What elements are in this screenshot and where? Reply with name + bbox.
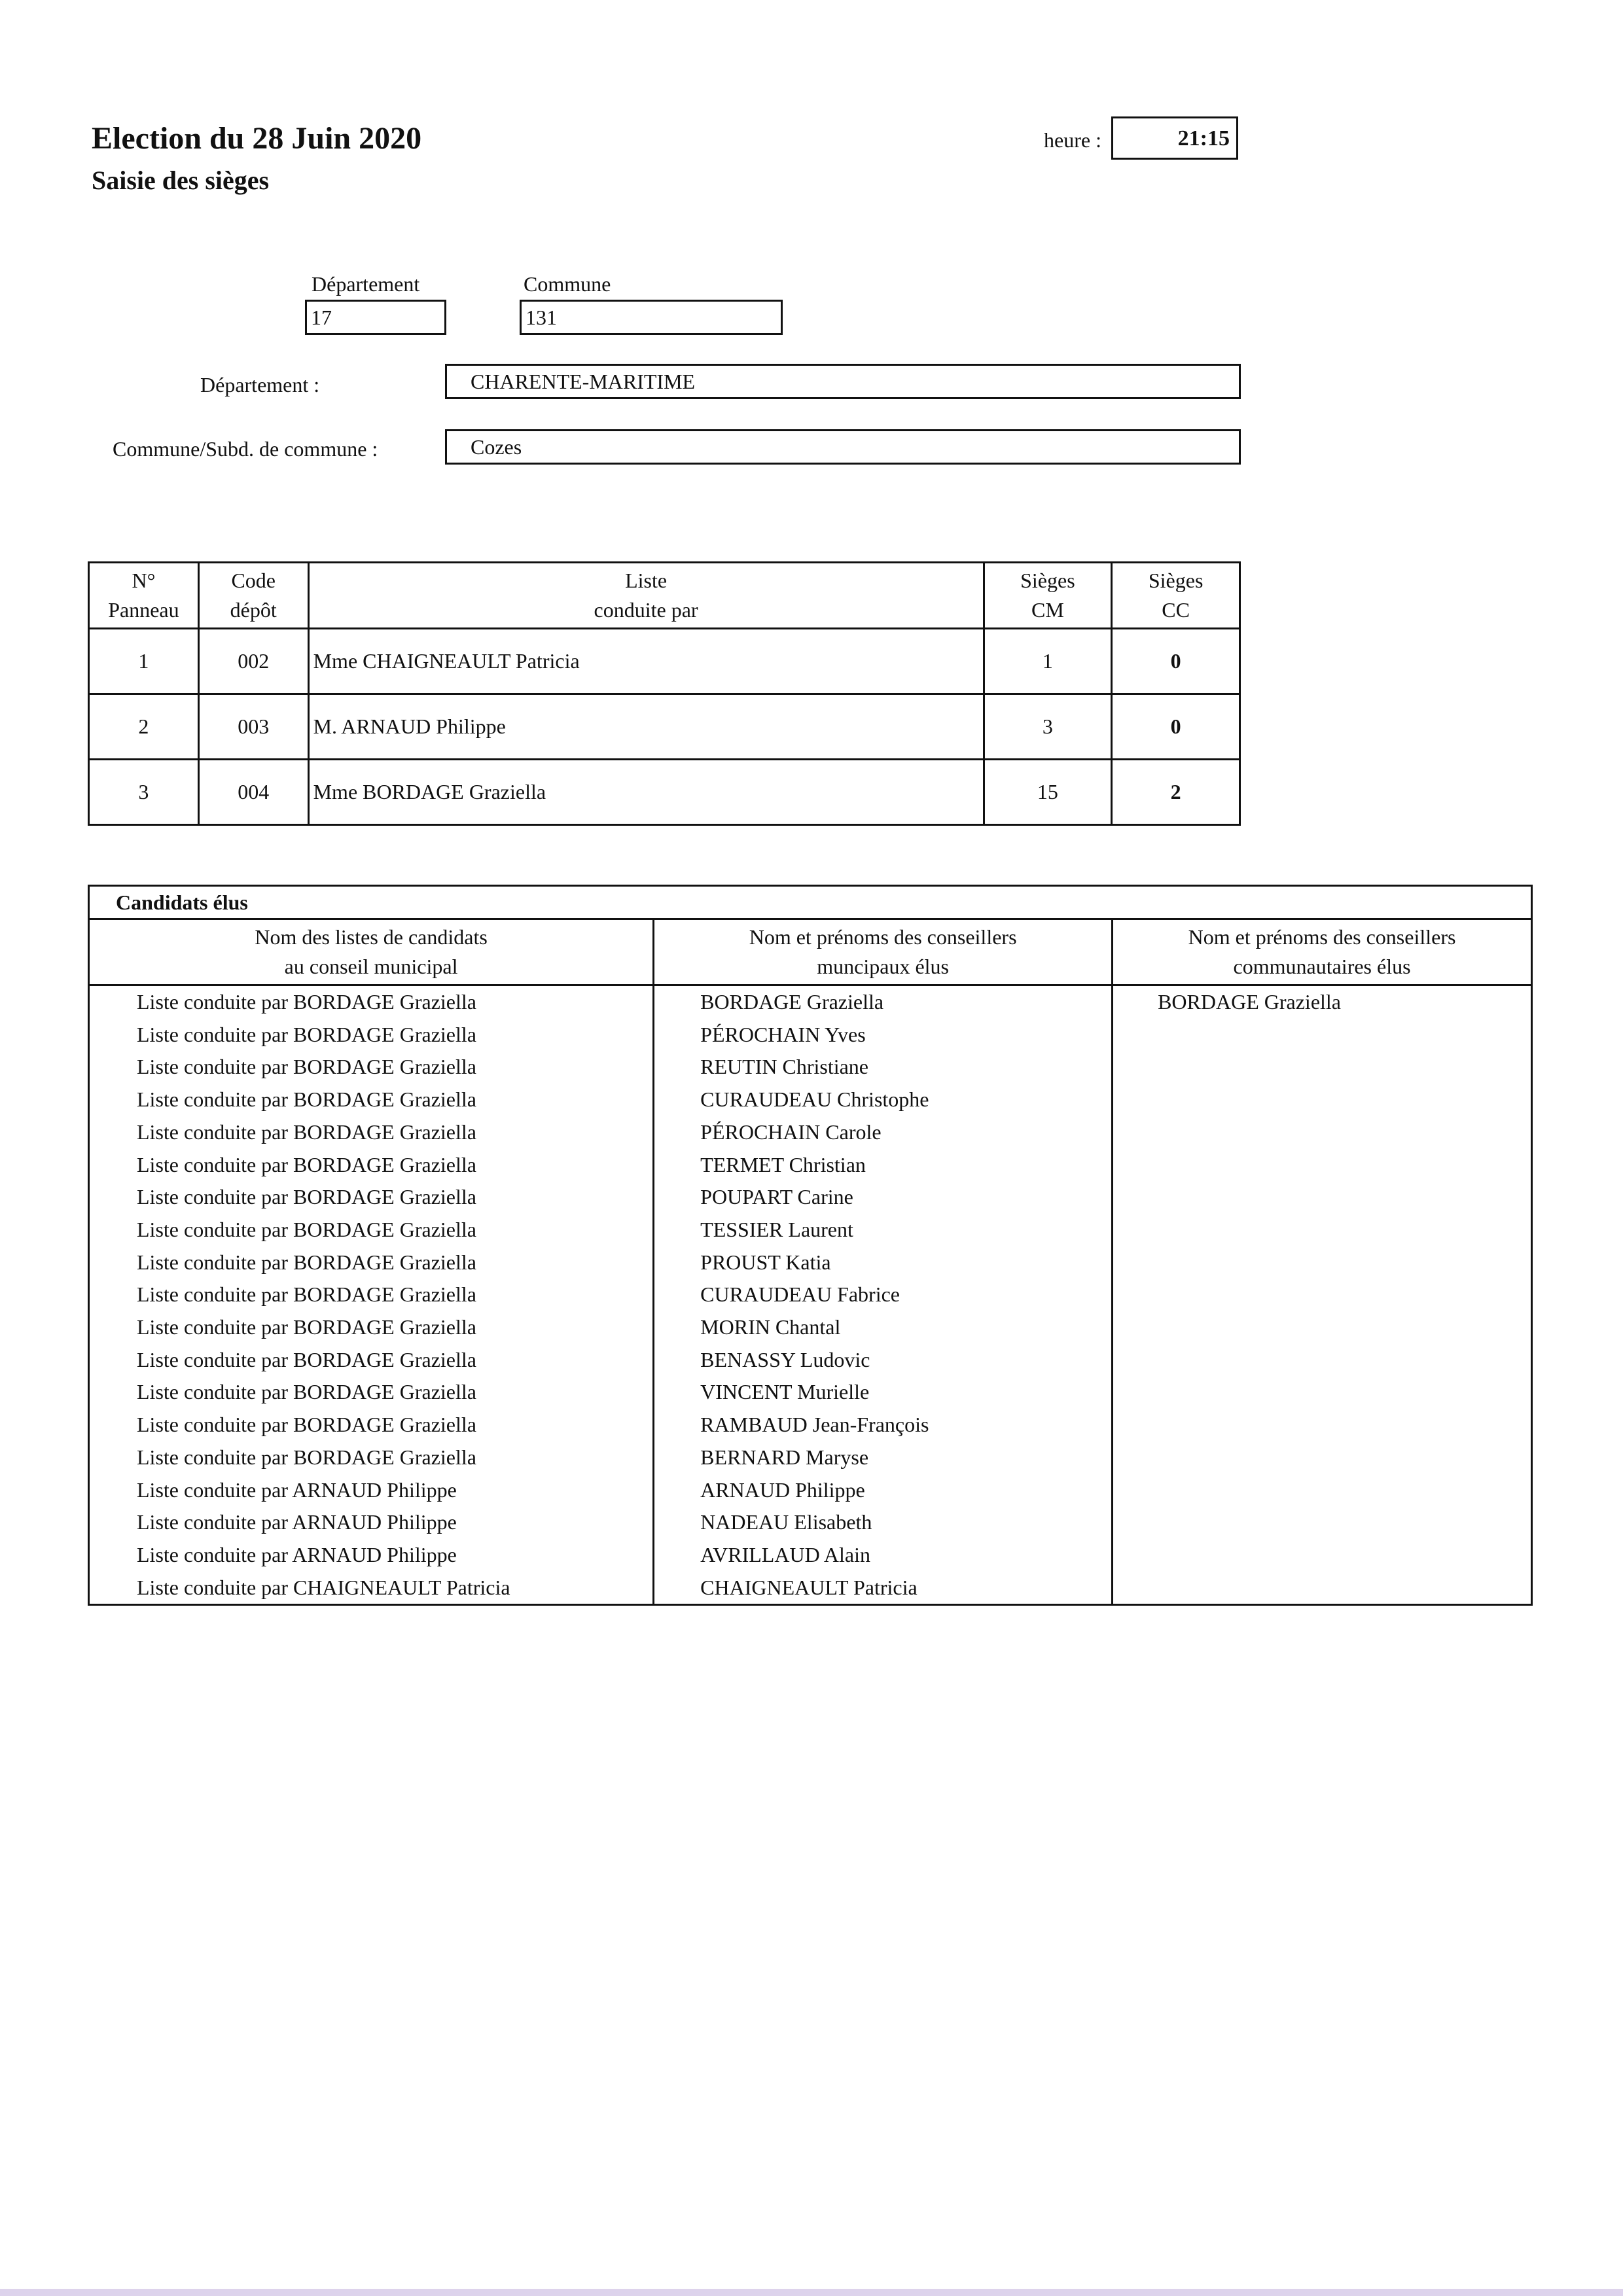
liste-cell: Liste conduite par BORDAGE Graziella [89, 1149, 654, 1182]
table-row [89, 985, 1532, 1019]
conseiller-communautaire-cell [1113, 1376, 1532, 1409]
conseiller-municipal-cell: TERMET Christian [654, 1149, 1113, 1182]
conseiller-municipal-cell: CURAUDEAU Fabrice [654, 1279, 1113, 1311]
conseiller-communautaire-cell [1113, 1539, 1532, 1572]
page-bottom-edge [0, 2289, 1623, 2296]
table-row [89, 1214, 1532, 1246]
table-row [89, 1572, 1532, 1605]
liste-cell: Liste conduite par ARNAUD Philippe [89, 1506, 654, 1539]
seats-table [88, 561, 1241, 826]
conseiller-communautaire-cell [1113, 1311, 1532, 1344]
table-row [89, 1441, 1532, 1474]
conseiller-municipal-cell: CURAUDEAU Christophe [654, 1084, 1113, 1116]
conseiller-municipal-cell: PÉROCHAIN Carole [654, 1116, 1113, 1149]
header-sieges-cc: Sièges CC [1112, 563, 1240, 629]
departement-label: Département : [200, 373, 320, 397]
departement-field: CHARENTE-MARITIME [445, 364, 1241, 399]
header-listes: Nom des listes de candidats au conseil municipal [89, 919, 654, 985]
liste-cell: Liste conduite par BORDAGE Graziella [89, 985, 654, 1019]
liste-cell: Liste conduite par ARNAUD Philippe [89, 1474, 654, 1507]
header-sieges-cm: Sièges CM [984, 563, 1112, 629]
candidats-elus-header-row [89, 919, 1532, 985]
liste-cell: Liste conduite par BORDAGE Graziella [89, 1344, 654, 1377]
conseiller-municipal-cell: ARNAUD Philippe [654, 1474, 1113, 1507]
conseiller-communautaire-cell [1113, 1149, 1532, 1182]
conseiller-municipal-cell: POUPART Carine [654, 1181, 1113, 1214]
liste-cell: Liste conduite par BORDAGE Graziella [89, 1409, 654, 1441]
table-row [89, 1409, 1532, 1441]
conseiller-municipal-cell: CHAIGNEAULT Patricia [654, 1572, 1113, 1605]
liste-cell: Liste conduite par BORDAGE Graziella [89, 1376, 654, 1409]
header-conseillers-municipaux: Nom et prénoms des conseillers muncipaux élus [654, 919, 1113, 985]
header-panneau: N° Panneau [89, 563, 199, 629]
commune-code-field: 131 [520, 300, 783, 335]
liste-cell: Liste conduite par BORDAGE Graziella [89, 1441, 654, 1474]
table-row [89, 1149, 1532, 1182]
conseiller-communautaire-cell [1113, 1181, 1532, 1214]
code-cell: 003 [198, 694, 308, 760]
liste-cell: Liste conduite par BORDAGE Graziella [89, 1019, 654, 1051]
liste-cell: Liste conduite par BORDAGE Graziella [89, 1116, 654, 1149]
departement-code-field: 17 [305, 300, 446, 335]
conseiller-communautaire-cell [1113, 1572, 1532, 1605]
sieges-cm-cell: 1 [984, 629, 1112, 694]
header-conseillers-communautaires: Nom et prénoms des conseillers communautaires élus [1113, 919, 1532, 985]
table-row [89, 1311, 1532, 1344]
liste-cell: Liste conduite par ARNAUD Philippe [89, 1539, 654, 1572]
liste-cell: Mme BORDAGE Graziella [308, 760, 984, 825]
panneau-cell: 1 [89, 629, 199, 694]
conseiller-municipal-cell: VINCENT Murielle [654, 1376, 1113, 1409]
sieges-cc-cell: 0 [1112, 629, 1240, 694]
conseiller-communautaire-cell [1113, 1279, 1532, 1311]
panneau-cell: 3 [89, 760, 199, 825]
liste-cell: Mme CHAIGNEAULT Patricia [308, 629, 984, 694]
page-title: Election du 28 Juin 2020 [92, 121, 422, 156]
conseiller-municipal-cell: NADEAU Elisabeth [654, 1506, 1113, 1539]
seats-header-row [89, 563, 1240, 629]
table-row [89, 1019, 1532, 1051]
panneau-cell: 2 [89, 694, 199, 760]
table-row [89, 1344, 1532, 1377]
conseiller-municipal-cell: AVRILLAUD Alain [654, 1539, 1113, 1572]
liste-cell: Liste conduite par BORDAGE Graziella [89, 1051, 654, 1084]
conseiller-communautaire-cell [1113, 1441, 1532, 1474]
sieges-cm-cell: 15 [984, 760, 1112, 825]
conseiller-municipal-cell: BORDAGE Graziella [654, 985, 1113, 1019]
table-row [89, 1279, 1532, 1311]
conseiller-communautaire-cell [1113, 1214, 1532, 1246]
commune-code-label: Commune [524, 272, 611, 296]
conseiller-communautaire-cell [1113, 1051, 1532, 1084]
table-row [89, 1376, 1532, 1409]
liste-cell: Liste conduite par BORDAGE Graziella [89, 1279, 654, 1311]
liste-cell: M. ARNAUD Philippe [308, 694, 984, 760]
conseiller-municipal-cell: BERNARD Maryse [654, 1441, 1113, 1474]
header-code-depot: Code dépôt [198, 563, 308, 629]
conseiller-communautaire-cell: BORDAGE Graziella [1113, 985, 1532, 1019]
table-row [89, 1051, 1532, 1084]
conseiller-communautaire-cell [1113, 1019, 1532, 1051]
conseiller-communautaire-cell [1113, 1506, 1532, 1539]
header-liste: Liste conduite par [308, 563, 984, 629]
table-row [89, 1181, 1532, 1214]
table-row [89, 1539, 1532, 1572]
table-row [89, 1116, 1532, 1149]
table-row [89, 1246, 1532, 1279]
conseiller-communautaire-cell [1113, 1246, 1532, 1279]
candidats-elus-title-row [89, 886, 1532, 919]
table-row [89, 760, 1240, 825]
commune-label: Commune/Subd. de commune : [113, 437, 378, 461]
code-cell: 002 [198, 629, 308, 694]
sieges-cm-cell: 3 [984, 694, 1112, 760]
liste-cell: Liste conduite par BORDAGE Graziella [89, 1214, 654, 1246]
table-row [89, 629, 1240, 694]
table-row [89, 1506, 1532, 1539]
conseiller-municipal-cell: MORIN Chantal [654, 1311, 1113, 1344]
code-cell: 004 [198, 760, 308, 825]
conseiller-municipal-cell: TESSIER Laurent [654, 1214, 1113, 1246]
conseiller-communautaire-cell [1113, 1344, 1532, 1377]
commune-field: Cozes [445, 429, 1241, 465]
conseiller-municipal-cell: BENASSY Ludovic [654, 1344, 1113, 1377]
liste-cell: Liste conduite par CHAIGNEAULT Patricia [89, 1572, 654, 1605]
liste-cell: Liste conduite par BORDAGE Graziella [89, 1084, 654, 1116]
liste-cell: Liste conduite par BORDAGE Graziella [89, 1181, 654, 1214]
conseiller-communautaire-cell [1113, 1474, 1532, 1507]
departement-code-label: Département [312, 272, 420, 296]
conseiller-communautaire-cell [1113, 1116, 1532, 1149]
conseiller-municipal-cell: REUTIN Christiane [654, 1051, 1113, 1084]
page-subtitle: Saisie des sièges [92, 166, 270, 195]
conseiller-communautaire-cell [1113, 1084, 1532, 1116]
heure-field: 21:15 [1111, 116, 1238, 160]
heure-label: heure : [1044, 128, 1101, 152]
table-row [89, 1474, 1532, 1507]
table-row [89, 1084, 1532, 1116]
conseiller-municipal-cell: PROUST Katia [654, 1246, 1113, 1279]
sieges-cc-cell: 2 [1112, 760, 1240, 825]
candidats-elus-title: Candidats élus [89, 886, 1532, 919]
liste-cell: Liste conduite par BORDAGE Graziella [89, 1246, 654, 1279]
sieges-cc-cell: 0 [1112, 694, 1240, 760]
candidats-elus-table [88, 885, 1533, 1606]
conseiller-municipal-cell: PÉROCHAIN Yves [654, 1019, 1113, 1051]
conseiller-municipal-cell: RAMBAUD Jean-François [654, 1409, 1113, 1441]
conseiller-communautaire-cell [1113, 1409, 1532, 1441]
table-row [89, 694, 1240, 760]
liste-cell: Liste conduite par BORDAGE Graziella [89, 1311, 654, 1344]
